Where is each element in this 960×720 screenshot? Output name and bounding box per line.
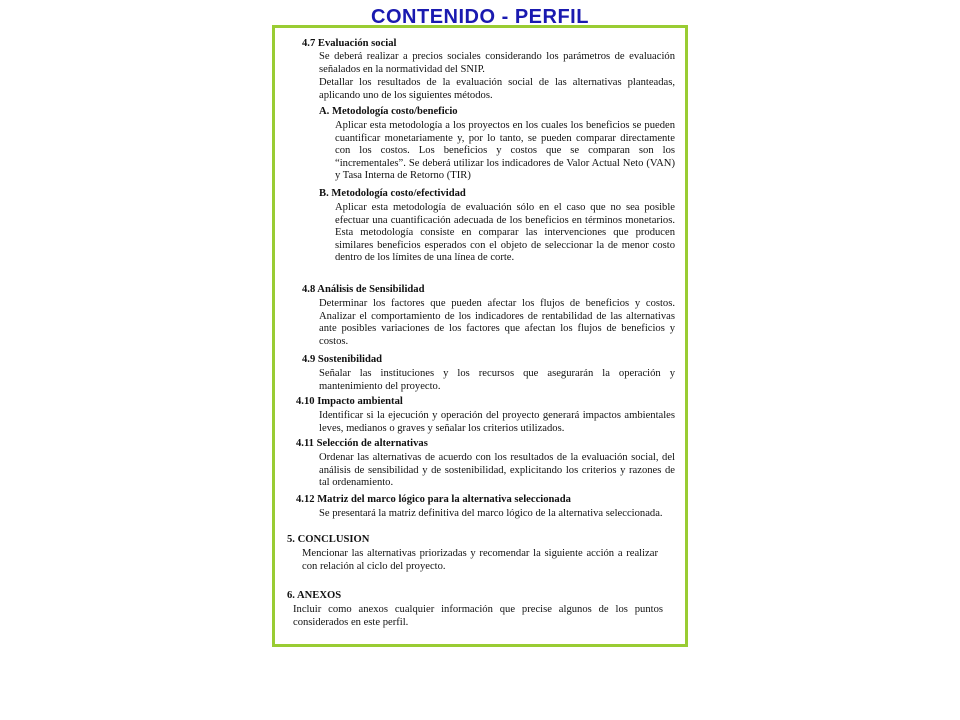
section-4-7-heading: 4.7 Evaluación social [302,38,397,49]
section-4-10-text: Identificar si la ejecución y operación del proyecto generará impactos ambientales leves, medianos o graves y señalar los criterios utilizados. [319,410,675,434]
method-b-text: Aplicar esta metodología de evaluación sólo en el caso que no sea posible efectuar una cuantificación adecuada de los beneficios en términos monetarios. Esta metodología consiste en comparar las intervenciones que producen similares beneficios esperados con el objeto de seleccionar la de menor costo dentro de los límites de una línea de corte. [335,202,675,264]
slide-title: CONTENIDO - PERFIL [371,6,589,24]
section-4-12-text: Se presentará la matriz definitiva del marco lógico de la alternativa seleccionada. [319,508,663,519]
section-4-11-heading: 4.11 Selección de alternativas [296,438,428,449]
method-b-heading: B. Metodología costo/efectividad [319,188,466,199]
section-4-7-paragraph-1: Se deberá realizar a precios sociales considerando los parámetros de evaluación señalados en la normatividad del SNIP. [319,51,675,75]
method-a-heading: A. Metodología costo/beneficio [319,106,458,117]
document-frame [272,25,688,647]
section-4-9-text: Señalar las instituciones y los recursos que asegurarán la operación y mantenimiento del proyecto. [319,368,675,392]
section-4-10-heading: 4.10 Impacto ambiental [296,396,403,407]
section-4-12-heading: 4.12 Matriz del marco lógico para la alternativa seleccionada [296,494,571,505]
section-4-8-heading: 4.8 Análisis de Sensibilidad [302,284,425,295]
section-4-7-paragraph-2: Detallar los resultados de la evaluación social de las alternativas planteadas, aplicando uno de los siguientes métodos. [319,77,675,101]
section-6-heading: 6. ANEXOS [287,590,342,601]
section-5-text: Mencionar las alternativas priorizadas y recomendar la siguiente acción a realizar con relación al ciclo del proyecto. [302,548,658,572]
section-4-8-text: Determinar los factores que pueden afectar los flujos de beneficios y costos. Analizar el comportamiento de los indicadores de rentabilidad de las alternativas ante posibles variaciones de los factores que afectan los flujos de beneficios y costos. [319,298,675,347]
section-4-11-text: Ordenar las alternativas de acuerdo con los resultados de la evaluación social, del análisis de sensibilidad y de sostenibilidad, explicitando los criterios y razones de tal ordenamiento. [319,452,675,489]
section-5-heading: 5. CONCLUSION [287,534,370,545]
section-4-9-heading: 4.9 Sostenibilidad [302,354,383,365]
method-a-text: Aplicar esta metodología a los proyectos en los cuales los beneficios se pueden cuantificar monetariamente y, por lo tanto, se pueden comparar directamente con los costos. Los beneficios y costos que se comparan son los “incrementales”. Se deberá utilizar los indicadores de Valor Actual Neto (VAN) y Tasa Interna de Retorno (TIR) [335,120,675,182]
section-6-text: Incluir como anexos cualquier información que precise algunos de los puntos considerados en este perfil. [293,604,663,628]
